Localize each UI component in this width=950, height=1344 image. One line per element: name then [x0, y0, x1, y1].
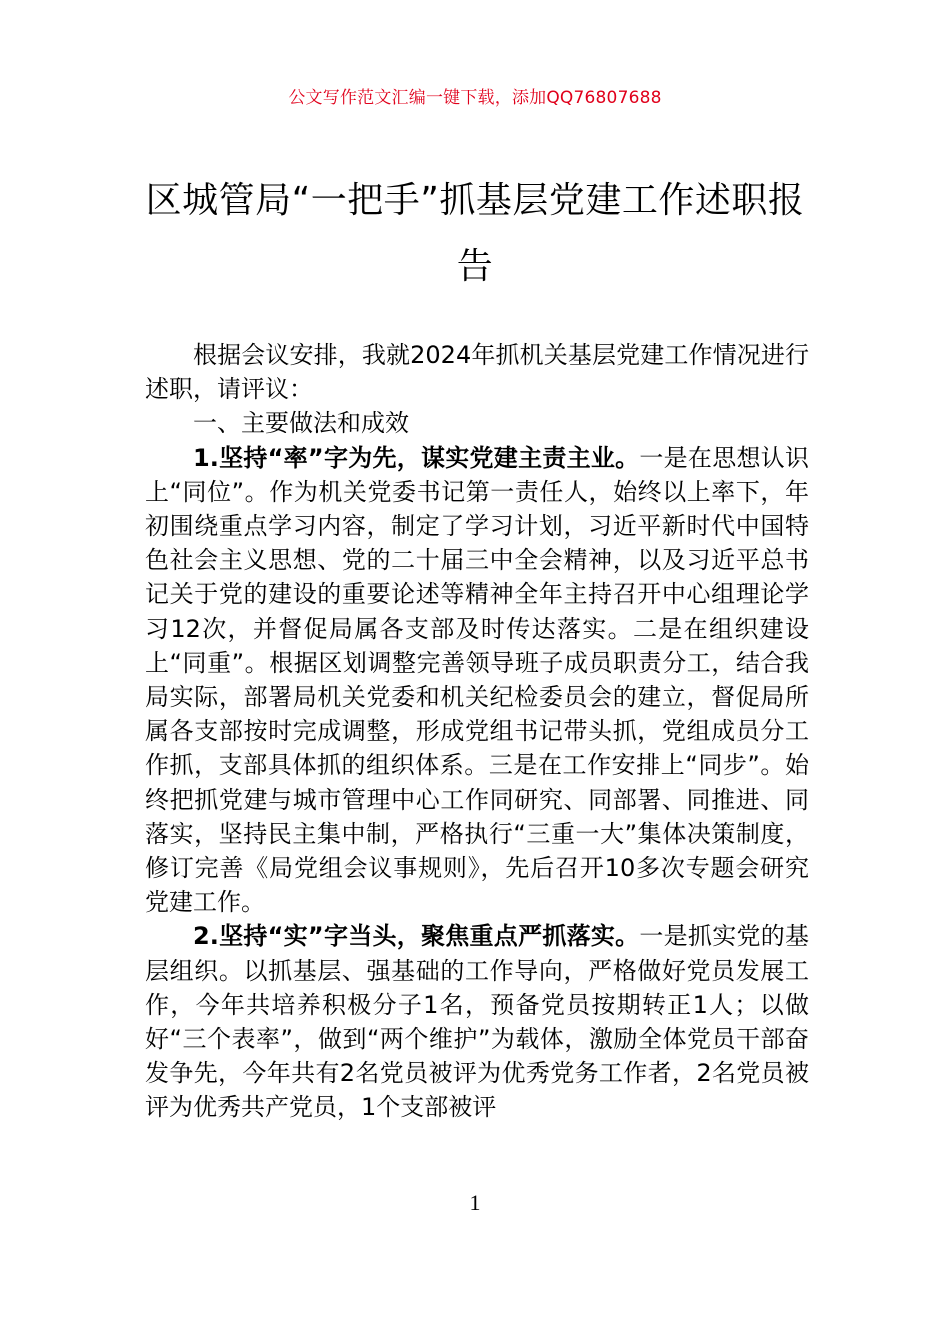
- section-heading-1: 一、主要做法和成效: [193, 409, 409, 438]
- page-number: 1: [469, 1190, 481, 1215]
- watermark-text: 公文写作范文汇编一键下载，添加QQ76807688: [288, 88, 662, 108]
- paragraph-2-heading: 2.坚持“实”字当头，聚焦重点严抓落实。: [193, 922, 640, 951]
- intro-paragraph: 根据会议安排，我就2024年抓机关基层党建工作情况进行述职，请评议：: [145, 341, 809, 404]
- paragraph-2-body: 一是抓实党的基层组织。以抓基层、强基础的工作导向，严格做好党员发展工作，今年共培养积极分子1名，预备党员按期转正1人；以做好“三个表率”，做到“两个维护”为载体，激励全体党员干部奋发争先，今年共有2名党员被评为优秀党务工作者，2名党员被评为优秀共产党员，1个支部被评: [145, 922, 809, 1122]
- paragraph-1-body: 一是在思想认识上“同位”。作为机关党委书记第一责任人，始终以上率下，年初围绕重点学习内容，制定了学习计划，习近平新时代中国特色社会主义思想、党的二十届三中全会精神，以及习近平总书记关于党的建设的重要论述等精神全年主持召开中心组理论学习12次，并督促局属各支部及时传达落实。二是在组织建设上“同重”。根据区划调整完善领导班子成员职责分工，结合我局实际，部署局机关党委和机关纪检委员会的建立，督促局所属各支部按时完成调整，形成党组书记带头抓，党组成员分工作抓，支部具体抓的组织体系。三是在工作安排上“同步”。始终把抓党建与城市管理中心工作同研究、同部署、同推进、同落实，坚持民主集中制，严格执行“三重一大”集体决策制度，修订完善《局党组会议事规则》，先后召开10多次专题会研究党建工作。: [145, 443, 809, 917]
- paragraph-2: [145, 919, 809, 1124]
- document-title: 区城管局“一把手”抓基层党建工作述职报告: [145, 180, 805, 287]
- document-body: [145, 338, 809, 1125]
- paragraph-1-heading: 1.坚持“率”字为先，谋实党建主责主业。: [193, 443, 640, 472]
- paragraph-1: [145, 441, 809, 920]
